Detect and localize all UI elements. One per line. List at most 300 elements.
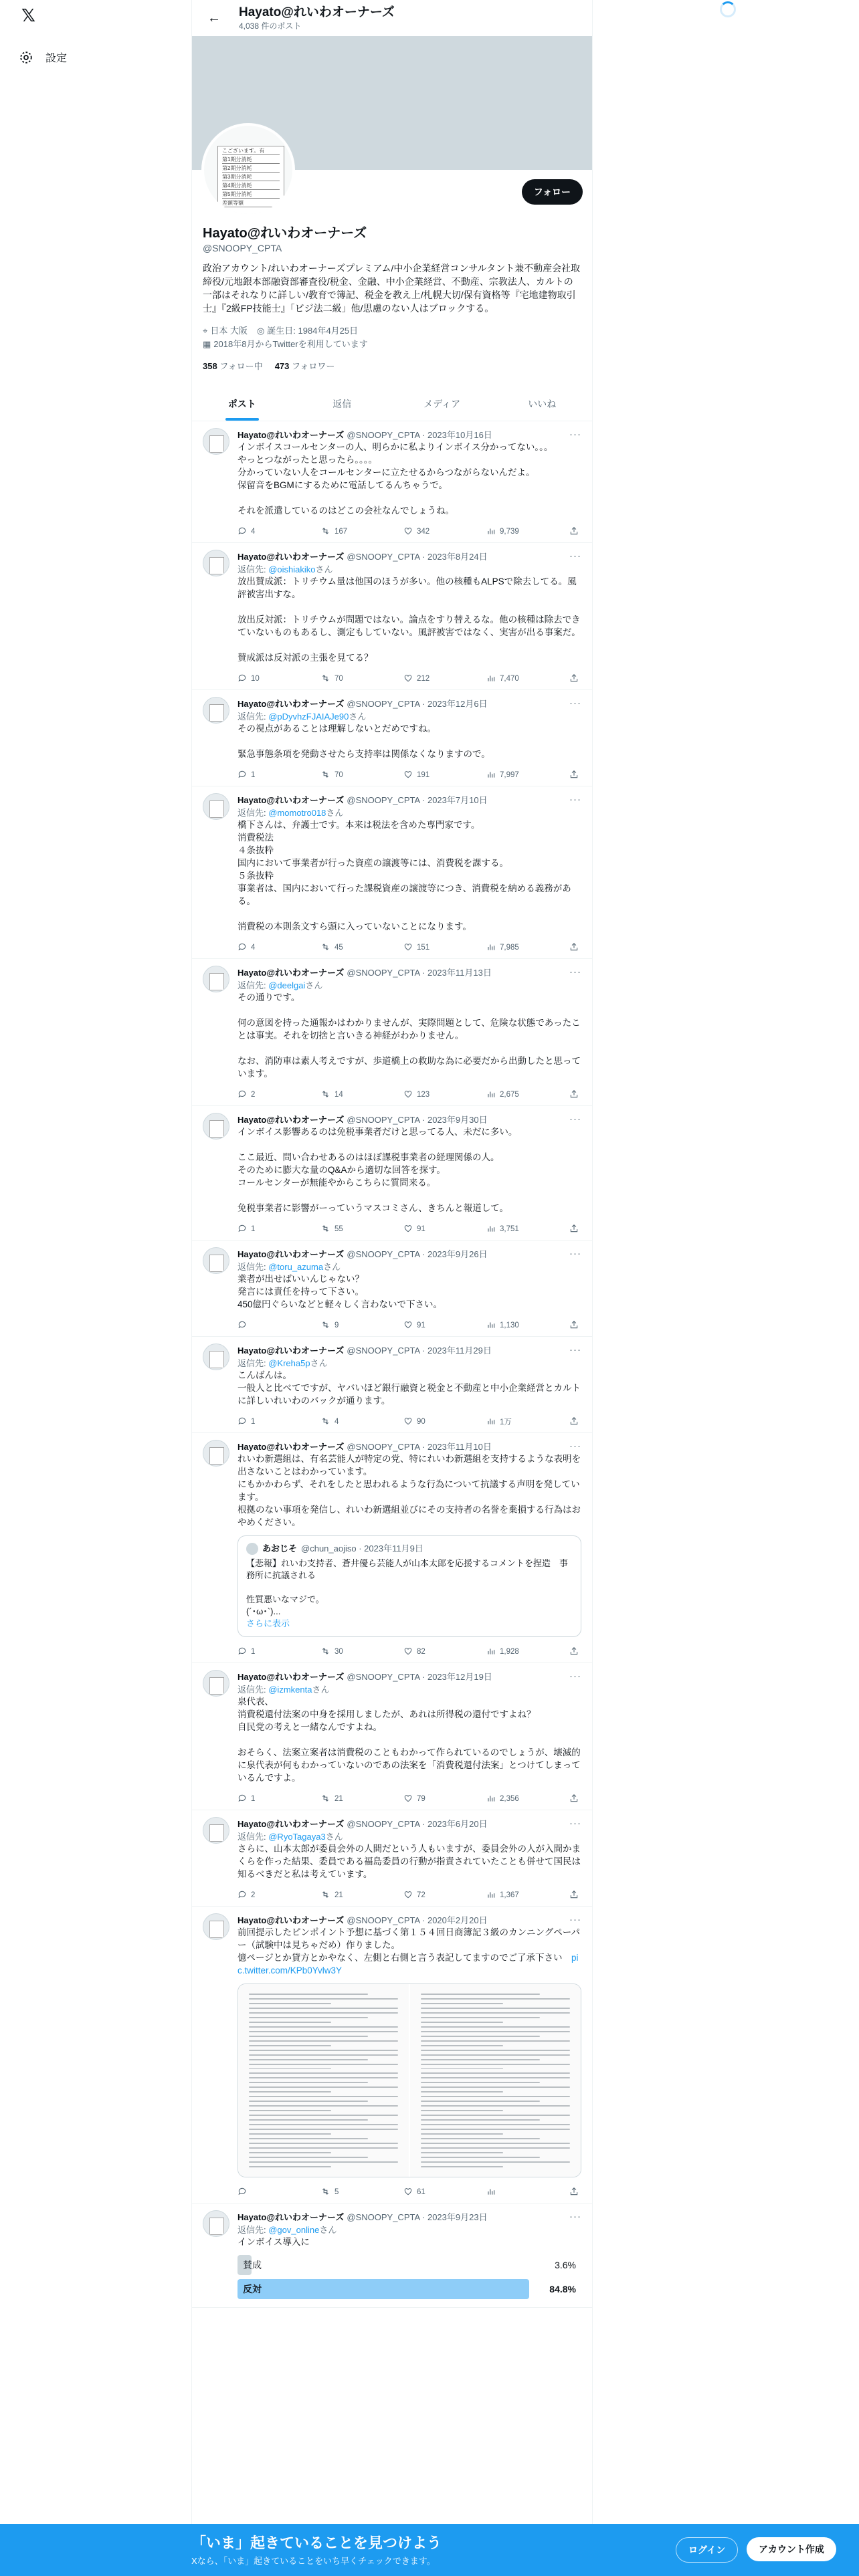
reply-context (237, 1830, 581, 1842)
share-icon (569, 1646, 579, 1658)
retweet-button[interactable] (320, 1794, 361, 1805)
document-text-line (421, 1998, 570, 2000)
tweet-author-name[interactable]: Hayato@れいわオーナーズ (237, 699, 345, 709)
like-icon (403, 2187, 413, 2198)
tab-posts[interactable]: ポスト (192, 387, 292, 421)
retweet-icon (320, 1416, 330, 1428)
tweet-author-name[interactable]: Hayato@れいわオーナーズ (237, 552, 345, 562)
tweet[interactable] (192, 959, 592, 1106)
views-icon (486, 942, 496, 954)
tweet-avatar[interactable] (203, 1913, 229, 1940)
tweet-author-name[interactable]: Hayato@れいわオーナーズ (237, 1915, 345, 1925)
document-text-line (421, 2110, 503, 2111)
views-icon (486, 2187, 496, 2198)
like-button[interactable] (403, 1089, 444, 1101)
share-button[interactable] (569, 1646, 579, 1658)
document-text-line (421, 2143, 570, 2144)
document-text-line (421, 2096, 570, 2097)
replies-count: 10 (251, 675, 260, 683)
tweet-text (237, 1842, 581, 1881)
share-icon (569, 942, 579, 954)
tweet-text-content: その視点があることは理解しないとだめですね。 緊急事態条項を発動させたら支持率は関係なくなりますので。 (237, 724, 490, 759)
views-button[interactable] (486, 1089, 527, 1101)
likes-count: 342 (417, 528, 430, 536)
followers-link[interactable] (275, 359, 335, 372)
tweet-handle-date: @SNOOPY_CPTA · 2023年11月29日 (347, 1346, 492, 1356)
tweet[interactable] (192, 1337, 592, 1433)
followers-count: 473 (274, 361, 290, 371)
like-icon (403, 673, 413, 685)
tweet-author-name[interactable]: Hayato@れいわオーナーズ (237, 795, 345, 805)
share-button[interactable] (569, 1224, 579, 1235)
reply-to-link[interactable]: @RyoTagaya3 (268, 1832, 326, 1842)
tweet-avatar[interactable] (203, 1670, 229, 1697)
reply-label: 返信先: (237, 1832, 269, 1842)
retweet-button[interactable] (320, 1320, 361, 1331)
tweet[interactable] (192, 786, 592, 959)
more-icon[interactable]: ··· (569, 1914, 581, 1925)
poll-bar (237, 2279, 529, 2299)
replies-count: 1 (251, 1418, 256, 1426)
document-text-line (249, 2072, 398, 2074)
retweet-icon (320, 1794, 330, 1805)
quoted-tweet[interactable] (237, 1535, 581, 1637)
retweet-button[interactable] (320, 1416, 361, 1428)
reply-button[interactable] (237, 2187, 278, 2198)
tweet-media-link[interactable]: pic.twitter.com/KPb0Yvlw3Y (237, 1953, 579, 1975)
tweet-handle-date: @SNOOPY_CPTA · 2023年12月19日 (347, 1672, 492, 1682)
views-count: 1,130 (500, 1321, 519, 1329)
document-text-line (249, 2054, 398, 2056)
tweet-header (237, 1440, 581, 1453)
like-icon (403, 526, 413, 538)
document-text-line (421, 2059, 540, 2060)
like-button[interactable] (403, 526, 444, 538)
more-icon[interactable]: ··· (569, 1248, 581, 1259)
like-button[interactable] (403, 1646, 444, 1658)
retweet-button[interactable] (320, 770, 361, 781)
tab-media[interactable]: メディア (423, 398, 461, 409)
views-button[interactable] (486, 1794, 527, 1805)
share-button[interactable] (569, 942, 579, 954)
views-button[interactable] (486, 2187, 527, 2198)
tweet-avatar[interactable] (203, 697, 229, 724)
tweet-author-name[interactable]: Hayato@れいわオーナーズ (237, 968, 345, 978)
reply-button[interactable] (237, 1089, 278, 1101)
views-count: 7,997 (500, 771, 519, 779)
views-button[interactable] (486, 1320, 527, 1331)
like-button[interactable] (403, 942, 444, 954)
likes-count: 72 (417, 1891, 425, 1899)
tweet-author-name[interactable]: Hayato@れいわオーナーズ (237, 2212, 345, 2222)
document-text-line (249, 2110, 331, 2111)
replies-count: 4 (251, 944, 256, 952)
tweet-author-name[interactable]: Hayato@れいわオーナーズ (237, 1672, 345, 1682)
document-text-line (249, 1994, 368, 1995)
signup-banner (0, 2524, 859, 2576)
document-text-line (249, 2017, 368, 2018)
tweet[interactable] (192, 2204, 592, 2308)
share-button[interactable] (569, 2187, 579, 2198)
share-icon (569, 673, 579, 685)
tweet-handle-date: @SNOOPY_CPTA · 2023年12月6日 (347, 699, 488, 709)
tweet-actions (237, 941, 581, 954)
retweets-count: 21 (335, 1891, 343, 1899)
tweet-author-name[interactable]: Hayato@れいわオーナーズ (237, 1115, 345, 1125)
reply-context (237, 1683, 581, 1695)
reply-button[interactable] (237, 942, 278, 954)
document-text-line (421, 2115, 570, 2116)
likes-count: 91 (417, 1321, 425, 1329)
quoted-avatar (246, 1543, 258, 1555)
like-button[interactable] (403, 1320, 444, 1331)
reply-button[interactable] (237, 1416, 278, 1428)
tweet-body (237, 697, 581, 782)
tweet-body (237, 793, 581, 954)
reply-label: 返信先: (237, 564, 269, 574)
reply-context (237, 2223, 581, 2236)
tweet-author-name[interactable]: Hayato@れいわオーナーズ (237, 1442, 345, 1452)
views-icon (486, 770, 496, 781)
tweet-body (237, 2210, 581, 2303)
settings-link[interactable] (19, 49, 67, 65)
more-icon[interactable]: ··· (569, 429, 581, 440)
reply-button[interactable] (237, 1646, 278, 1658)
document-text-line (421, 2017, 540, 2018)
document-text-line (421, 2157, 540, 2158)
likes-count: 123 (417, 1091, 430, 1099)
back-arrow-icon[interactable]: ← (207, 10, 221, 25)
tweet-author-name[interactable]: Hayato@れいわオーナーズ (237, 430, 345, 440)
following-link[interactable] (203, 359, 263, 372)
tweet[interactable] (192, 1106, 592, 1241)
views-icon (486, 1646, 496, 1658)
reply-context (237, 1260, 581, 1273)
signup-button[interactable]: アカウント作成 (747, 2537, 836, 2561)
document-text-line (421, 2068, 503, 2070)
share-button[interactable] (569, 673, 579, 685)
share-button[interactable] (569, 770, 579, 781)
poll-option-label: 反対 (243, 2284, 262, 2294)
tweet-text-content: さらに、山本太郎が委員会外の人間だという人もいますが、委員会外の人が入間かまくらを作った結果、委員である福島委員の行動が指責されていたことも併せて国民は知るべきだと私は考えています。 (237, 1844, 581, 1879)
document-text-line (421, 2054, 570, 2056)
tweet-media[interactable] (237, 1983, 581, 2177)
document-text-line (249, 2091, 331, 2092)
tweet[interactable] (192, 421, 592, 543)
tweet[interactable] (192, 1433, 592, 1663)
reply-icon (237, 1224, 247, 1235)
tweet-handle-date: @SNOOPY_CPTA · 2023年9月26日 (347, 1249, 488, 1259)
like-button[interactable] (403, 1416, 444, 1428)
reply-to-link[interactable]: @Kreha5p (268, 1358, 310, 1368)
tweet-avatar[interactable] (203, 1247, 229, 1274)
document-text-line (249, 2064, 398, 2065)
balloon-icon: ◎ (256, 326, 265, 336)
reply-button[interactable] (237, 770, 278, 781)
poll-option-percent: 3.6% (555, 2260, 576, 2270)
document-text-line (421, 2147, 570, 2149)
views-button[interactable] (486, 673, 527, 685)
views-button[interactable] (486, 1416, 527, 1428)
join-date-text: 2018年8月からTwitterを利用しています (213, 339, 368, 349)
tweet-handle-date: @SNOOPY_CPTA · 2023年9月30日 (347, 1115, 488, 1125)
quoted-author-name: あおじそ (262, 1543, 298, 1553)
retweet-button[interactable] (320, 1224, 361, 1235)
document-text-line (249, 2129, 398, 2130)
reply-button[interactable] (237, 673, 278, 685)
reply-to-link[interactable]: @toru_azuma (268, 1262, 324, 1272)
tweet-avatar[interactable] (203, 1344, 229, 1370)
share-button[interactable] (569, 1416, 579, 1428)
tweet-header (237, 1913, 581, 1926)
quoted-tweet-header (246, 1543, 573, 1555)
like-button[interactable] (403, 2187, 444, 2198)
tweet-text-content: れいわ新選組は、有名芸能人が特定の党、特にれいわ新選組を支持するような表明を出さないことはわかっています。 にもかかわらず、それをしたと思われるような行為について抗議する声明を発しています。 根拠のない事項を発信し、れいわ新選組並びにその支持者の名誉を棄損する行為はおやめください。 (237, 1454, 581, 1527)
tweet[interactable] (192, 1810, 592, 1907)
tweet-avatar[interactable] (203, 428, 229, 455)
tweet-actions (237, 1415, 581, 1428)
tweet-author-name[interactable]: Hayato@れいわオーナーズ (237, 1249, 345, 1259)
document-text-line (421, 2086, 570, 2088)
more-icon[interactable]: ··· (569, 1671, 581, 1682)
likes-count: 212 (417, 675, 430, 683)
views-button[interactable] (486, 942, 527, 954)
like-button[interactable] (403, 770, 444, 781)
document-text-line (421, 2138, 540, 2139)
tweet-text-content: こんばんは。 一般人と比べてですが、ヤバいほど銀行融資と税金と不動産と中小企業経営とカルトに詳しいれいわのバックが通ります。 (237, 1370, 581, 1406)
like-icon (403, 1416, 413, 1428)
tweet-text-content: インボイス影響あるのは免税事業者だけと思ってる人、未だに多い。 ここ最近、問い合わせあるのはほぼ課税事業者の経理関係の人。 そのために膨大な量のQ&Aから適切な回答を探す。 コールセンターが無能やからこちらに質問来る。 免税事業者に影響がーっていうマスコミさん、きちんと報道して。 (237, 1127, 518, 1213)
share-button[interactable] (569, 1320, 579, 1331)
more-icon[interactable]: ··· (569, 966, 581, 978)
likes-count: 61 (417, 2188, 425, 2196)
document-text-line (421, 2045, 503, 2046)
more-icon[interactable]: ··· (569, 1113, 581, 1125)
reply-button[interactable] (237, 1794, 278, 1805)
tweet-actions (237, 525, 581, 538)
tweet-handle-date: @SNOOPY_CPTA · 2023年7月10日 (347, 795, 488, 805)
share-button[interactable] (569, 1890, 579, 1901)
reply-to-link[interactable]: @izmkenta (268, 1685, 312, 1695)
document-text-line (421, 2152, 503, 2153)
like-icon (403, 1320, 413, 1331)
tweet-author-name[interactable]: Hayato@れいわオーナーズ (237, 1346, 345, 1356)
share-icon (569, 1416, 579, 1428)
views-icon (486, 1224, 496, 1235)
tweet-avatar[interactable] (203, 1440, 229, 1467)
more-icon[interactable]: ··· (569, 1818, 581, 1829)
retweets-count: 5 (335, 2188, 339, 2196)
views-button[interactable] (486, 526, 527, 538)
views-count: 3,751 (500, 1225, 519, 1233)
document-text-line (421, 1994, 540, 1995)
retweet-button[interactable] (320, 526, 361, 538)
tweet-text (237, 722, 581, 760)
tweet-body (237, 1670, 581, 1806)
tweet[interactable] (192, 543, 592, 690)
attached-document-image[interactable] (410, 1984, 581, 2177)
document-text-line (249, 2138, 368, 2139)
like-button[interactable] (403, 673, 444, 685)
tweet[interactable] (192, 1241, 592, 1337)
reply-icon (237, 1320, 247, 1331)
reply-icon (237, 2187, 247, 2198)
share-icon (569, 1320, 579, 1331)
like-icon (403, 1890, 413, 1901)
more-icon[interactable]: ··· (569, 550, 581, 562)
views-count: 1,928 (500, 1648, 519, 1656)
tweet-avatar[interactable] (203, 550, 229, 576)
login-button[interactable]: ログイン (676, 2537, 738, 2563)
reply-suffix: さん (315, 564, 333, 574)
views-button[interactable] (486, 1224, 527, 1235)
share-button[interactable] (569, 526, 579, 538)
views-icon (486, 673, 496, 685)
reply-context (237, 806, 581, 819)
views-button[interactable] (486, 1890, 527, 1901)
share-button[interactable] (569, 1794, 579, 1805)
like-icon (403, 1224, 413, 1235)
document-text-line (421, 2072, 570, 2074)
quoted-text: 【悲報】れいわ支持者、蒼井優ら芸能人が山本太郎を応援するコメントを捏造 事務所に抗議される 性質悪いなマジで。 (´･ω･`)... (246, 1558, 569, 1616)
share-button[interactable] (569, 1089, 579, 1101)
retweet-button[interactable] (320, 942, 361, 954)
more-icon[interactable]: ··· (569, 1440, 581, 1452)
views-icon (486, 526, 496, 538)
tweet-header (237, 1670, 581, 1683)
avatar-document-line: 第4期分消耗 (222, 181, 280, 190)
tweet-text (237, 991, 581, 1080)
tweet-text-content: 前回提示したピンポイント予想に基づく第１５４回日商簿記３級のカンニングペーパー（試験中は見ちゃだめ）作りました。 億ページとか貸方とかやなく、左側と右側と言う表記してますのでご了承下さい (237, 1927, 581, 1963)
like-button[interactable] (403, 1224, 444, 1235)
reply-to-link[interactable]: @deelgai (268, 980, 306, 990)
tweet-header (237, 1817, 581, 1830)
document-text-line (421, 2050, 570, 2051)
reply-button[interactable] (237, 1320, 278, 1331)
tweet[interactable] (192, 1663, 592, 1810)
document-text-line (421, 2119, 540, 2121)
views-button[interactable] (486, 1646, 527, 1658)
post-count: 4,038 件のポスト (239, 21, 302, 31)
share-icon (569, 1890, 579, 1901)
tweet-avatar[interactable] (203, 2210, 229, 2237)
tweet-handle-date: @SNOOPY_CPTA · 2020年2月20日 (347, 1915, 488, 1925)
views-icon (486, 1089, 496, 1101)
document-text-line (421, 2077, 570, 2078)
tab-likes[interactable]: いいね (528, 398, 557, 409)
tweet-actions (237, 2185, 581, 2199)
tweet-text (237, 819, 581, 933)
retweet-button[interactable] (320, 1646, 361, 1658)
followers-label: フォロワー (292, 361, 335, 371)
retweet-button[interactable] (320, 1089, 361, 1101)
document-text-line (421, 2091, 503, 2092)
document-text-line (421, 2101, 540, 2102)
document-text-line (421, 2012, 570, 2014)
retweet-button[interactable] (320, 2187, 361, 2198)
tweet-header (237, 966, 581, 978)
x-logo-icon[interactable]: 𝕏 (21, 6, 35, 26)
like-button[interactable] (403, 1890, 444, 1901)
tweet-actions (237, 1792, 581, 1806)
tweet-actions (237, 1222, 581, 1236)
reply-suffix: さん (326, 808, 344, 818)
tweet-author-name[interactable]: Hayato@れいわオーナーズ (237, 1819, 345, 1829)
tweet[interactable] (192, 690, 592, 786)
document-text-line (249, 2077, 398, 2078)
views-button[interactable] (486, 770, 527, 781)
reply-suffix: さん (319, 2225, 337, 2235)
reply-label: 返信先: (237, 2225, 269, 2235)
avatar[interactable] (201, 123, 295, 217)
retweet-button[interactable] (320, 673, 361, 685)
retweet-icon (320, 770, 330, 781)
calendar-icon: ▦ (203, 339, 211, 349)
tweet-text-content: 業者が出せばいいんじゃない？ 発言には責任を持って下さい。 450億円ぐらいなどと軽々しく言わないで下さい。 (237, 1274, 443, 1309)
tweet-body (237, 550, 581, 685)
document-text-line (421, 2008, 570, 2009)
more-icon[interactable]: ··· (569, 697, 581, 709)
tweet-handle-date: @SNOOPY_CPTA · 2023年11月13日 (347, 968, 492, 978)
reply-to-link[interactable]: @momotro018 (268, 808, 326, 818)
tweet-avatar[interactable] (203, 1817, 229, 1844)
document-text-line (249, 2003, 331, 2004)
views-icon (486, 1890, 496, 1901)
like-icon (403, 1794, 413, 1805)
poll-option-label: 賛成 (243, 2260, 262, 2270)
tweet-avatar[interactable] (203, 793, 229, 820)
tweet-body (237, 1440, 581, 1658)
document-text-line (421, 2040, 570, 2042)
tweet-avatar[interactable] (203, 1113, 229, 1140)
show-more-link[interactable]: さらに表示 (246, 1618, 290, 1628)
reply-label: 返信先: (237, 712, 269, 722)
reply-to-link[interactable]: @pDyvhzFJAIAJe90 (268, 712, 349, 722)
reply-button[interactable] (237, 1890, 278, 1901)
more-icon[interactable]: ··· (569, 794, 581, 805)
reply-button[interactable] (237, 1224, 278, 1235)
document-text-line (249, 2115, 398, 2116)
avatar-document-line: 第1期分消耗 (222, 155, 280, 164)
join-date (203, 338, 368, 351)
reply-to-link[interactable]: @gov_online (268, 2225, 320, 2235)
more-icon[interactable]: ··· (569, 2211, 581, 2222)
document-text-line (249, 2096, 398, 2097)
document-text-line (421, 2129, 570, 2130)
tweet-handle-date: @SNOOPY_CPTA · 2023年8月24日 (347, 552, 488, 562)
more-icon[interactable]: ··· (569, 1344, 581, 1356)
reply-button[interactable] (237, 526, 278, 538)
tweet[interactable] (192, 1907, 592, 2204)
tweet-avatar[interactable] (203, 966, 229, 992)
retweet-button[interactable] (320, 1890, 361, 1901)
reply-context (237, 1356, 581, 1369)
tab-replies[interactable]: 返信 (332, 398, 352, 409)
avatar-document-image (217, 146, 284, 217)
follow-button[interactable]: フォロー (522, 179, 583, 205)
like-button[interactable] (403, 1794, 444, 1805)
birthday-text: 誕生日: 1984年4月25日 (267, 326, 359, 336)
document-text-line (249, 2022, 331, 2023)
tweet-handle-date: @SNOOPY_CPTA · 2023年9月23日 (347, 2212, 488, 2222)
replies-count: 1 (251, 1648, 256, 1656)
attached-document-image[interactable] (238, 1984, 409, 2177)
retweet-icon (320, 1224, 330, 1235)
tweet-body (237, 966, 581, 1101)
tweet-handle-date: @SNOOPY_CPTA · 2023年6月20日 (347, 1819, 488, 1829)
reply-to-link[interactable]: @oishiakiko (268, 564, 316, 574)
reply-label: 返信先: (237, 1685, 269, 1695)
